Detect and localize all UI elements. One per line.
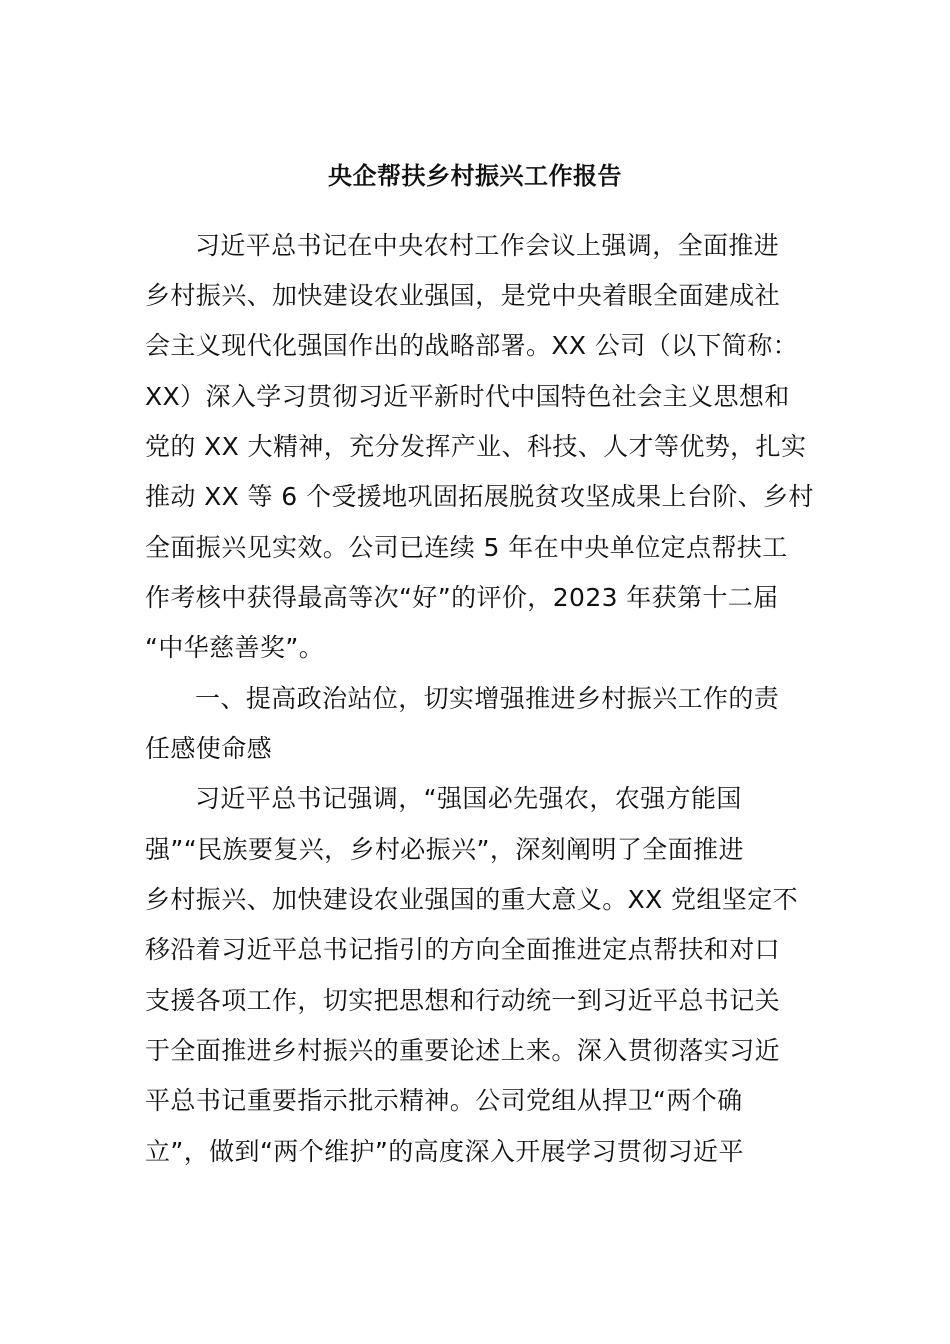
paragraph-line: 乡村振兴、加快建设农业强国，是党中央着眼全面建成社 <box>145 281 781 310</box>
paragraph-line: 支援各项工作，切实把思想和行动统一到习近平总书记关 <box>145 986 781 1015</box>
document-title: 央企帮扶乡村振兴工作报告 <box>328 162 622 190</box>
paragraph-line: 习近平总书记强调，“强国必先强农，农强方能国 <box>195 784 742 813</box>
paragraph-line: 移沿着习近平总书记指引的方向全面推进定点帮扶和对口 <box>145 935 781 964</box>
paragraph-line: 党的 XX 大精神，充分发挥产业、科技、人才等优势，扎实 <box>145 432 807 461</box>
paragraph-line: 立”，做到“两个维护”的高度深入开展学习贯彻习近平 <box>145 1137 744 1166</box>
section-heading-line: 一、提高政治站位，切实增强推进乡村振兴工作的责 <box>195 684 780 713</box>
paragraph-line: 作考核中获得最高等次“好”的评价，2023 年获第十二届 <box>145 583 779 612</box>
paragraph-line: XX）深入学习贯彻习近平新时代中国特色社会主义思想和 <box>145 382 790 411</box>
paragraph-line: 于全面推进乡村振兴的重要论述上来。深入贯彻落实习近 <box>145 1036 781 1065</box>
paragraph-line: 全面振兴见实效。公司已连续 5 年在中央单位定点帮扶工 <box>145 533 788 562</box>
paragraph-line: 会主义现代化强国作出的战略部署。XX 公司（以下简称： <box>145 331 799 360</box>
paragraph-line: 强”“民族要复兴，乡村必振兴”，深刻阐明了全面推进 <box>145 835 744 864</box>
paragraph-line: 平总书记重要指示批示精神。公司党组从捍卫“两个确 <box>145 1086 743 1115</box>
paragraph-line: 乡村振兴、加快建设农业强国的重大意义。XX 党组坚定不 <box>145 885 799 914</box>
paragraph-line: 推动 XX 等 6 个受援地巩固拓展脱贫攻坚成果上台阶、乡村 <box>145 482 814 511</box>
section-heading-line: 任感使命感 <box>145 734 273 763</box>
paragraph-line: 习近平总书记在中央农村工作会议上强调，全面推进 <box>195 231 780 260</box>
paragraph-line: “中华慈善奖”。 <box>145 633 325 662</box>
